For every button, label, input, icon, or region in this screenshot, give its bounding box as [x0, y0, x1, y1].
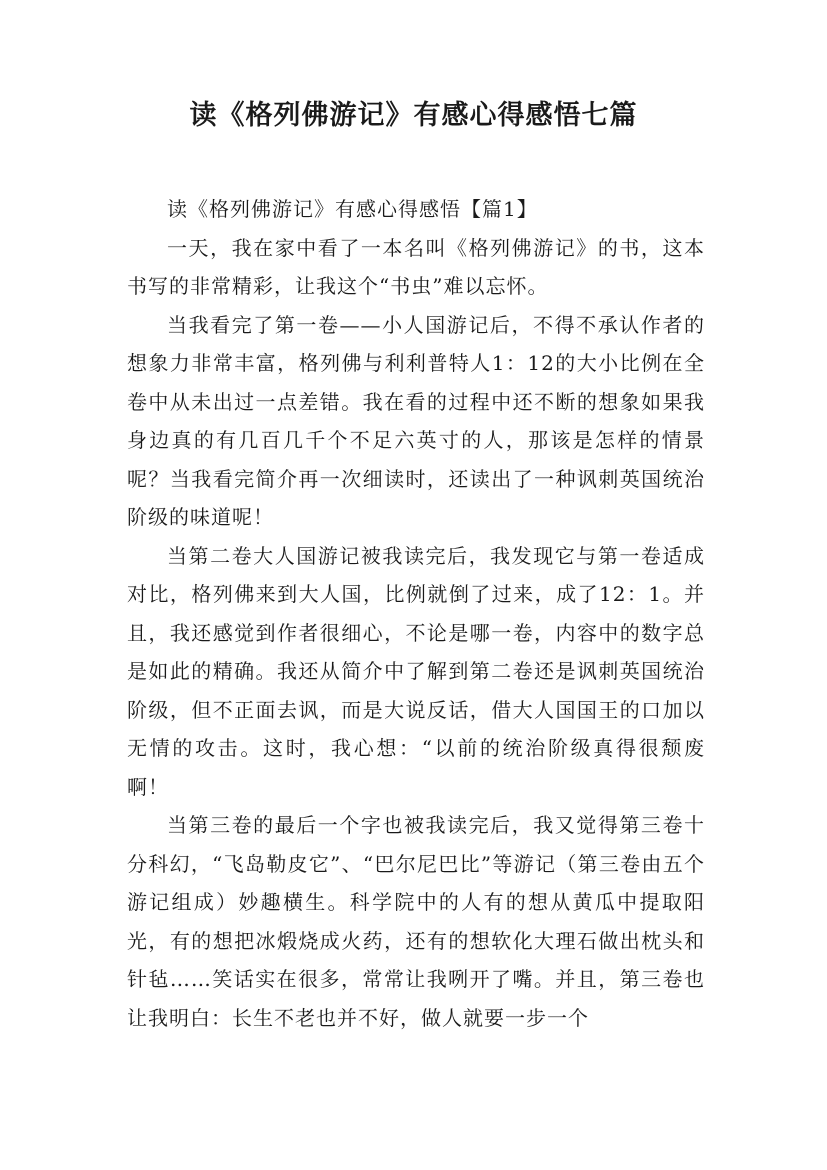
paragraph-2: 当我看完了第一卷——小人国游记后，不得不承认作者的想象力非常丰富，格列佛与利利普特人1：12的大小比例在全卷中从未出过一点差错。我在看的过程中还不断的想象如果我身边真的有几百几千个不足六英寸的人，那该是怎样的情景呢？当我看完简介再一次细读时，还读出了一种讽刺英国统治阶级的味道呢！: [127, 312, 705, 529]
document-title: 读《格列佛游记》有感心得感悟七篇: [189, 100, 638, 131]
paragraph-4: 当第三卷的最后一个字也被我读完后，我又觉得第三卷十分科幻，“飞岛勒皮它”、“巴尔尼巴比”等游记（第三卷由五个游记组成）妙趣横生。科学院中的人有的想从黄瓜中提取阳光，有的想把冰煅烧成火药，还有的想软化大理石做出枕头和针毡……笑话实在很多，常常让我咧开了嘴。并且，第三卷也让我明白：长生不老也并不好，做人就要一步一个: [127, 813, 705, 1030]
document-body: [127, 190, 705, 1037]
section-heading: 读《格列佛游记》有感心得感悟【篇1】: [167, 197, 538, 221]
paragraph-1: 一天，我在家中看了一本名叫《格列佛游记》的书，这本书写的非常精彩，让我这个“书虫”难以忘怀。: [127, 235, 705, 298]
paragraph-3: 当第二卷大人国游记被我读完后，我发现它与第一卷适成对比，格列佛来到大人国，比例就倒了过来，成了12：1。并且，我还感觉到作者很细心，不论是哪一卷，内容中的数字总是如此的精确。我还从简介中了解到第二卷还是讽刺英国统治阶级，但不正面去讽，而是大说反话，借大人国国王的口加以无情的攻击。这时，我心想：“以前的统治阶级真得很颓废啊！: [127, 543, 705, 799]
